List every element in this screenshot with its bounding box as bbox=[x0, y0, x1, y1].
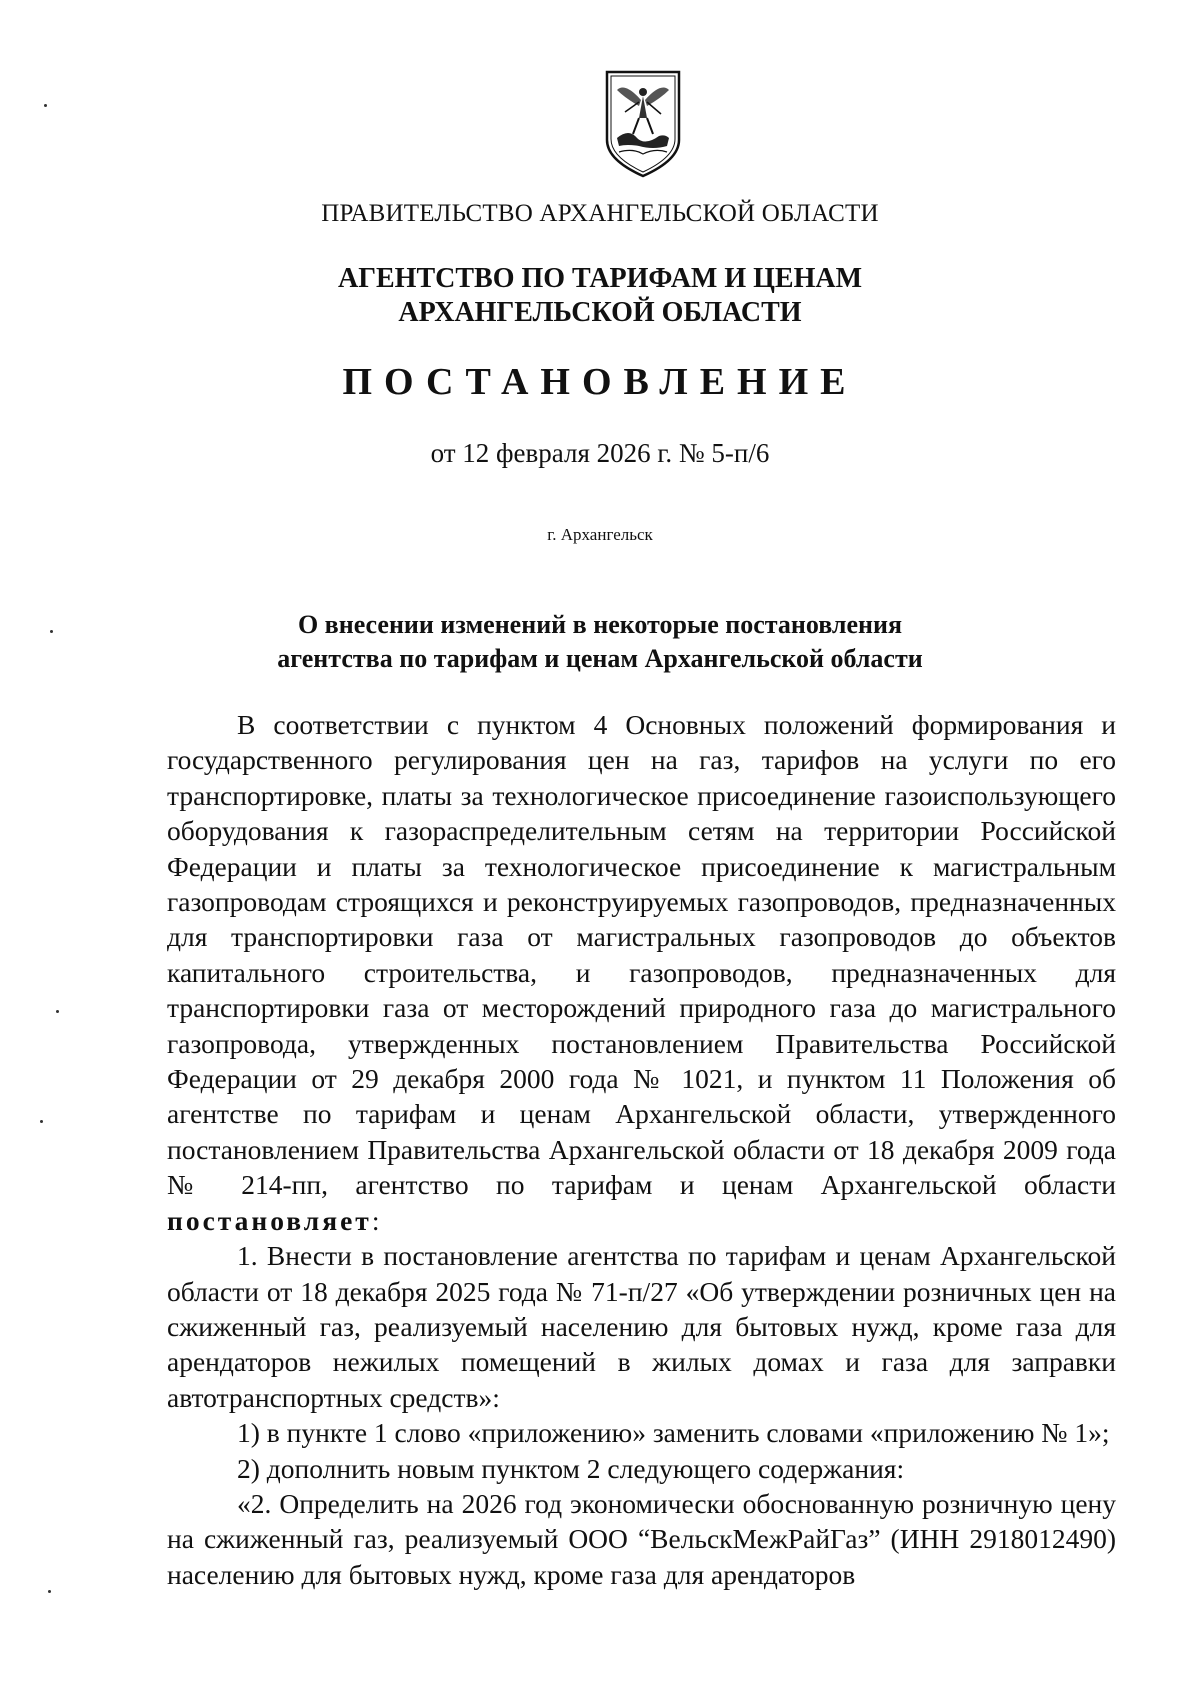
agency-title-line1: АГЕНТСТВО ПО ТАРИФАМ И ЦЕНАМ bbox=[337, 263, 863, 294]
arkhangelsk-coat-of-arms-icon bbox=[603, 68, 683, 180]
paragraph-subitem-1: 1) в пункте 1 слово «приложению» заменить словами «приложению № 1»; bbox=[237, 1417, 1110, 1449]
agency-title bbox=[0, 262, 1200, 330]
scan-speck bbox=[56, 1010, 59, 1013]
subject-line1: О внесении изменений в некоторые постановления bbox=[297, 610, 903, 639]
document-date-number: от 12 февраля 2026 г. № 5-п/6 bbox=[430, 438, 770, 468]
coat-of-arms-emblem bbox=[603, 68, 683, 180]
paragraph-subitem-2: 2) дополнить новым пунктом 2 следующего содержания: bbox=[237, 1452, 905, 1484]
subject-line2: агентства по тарифам и ценам Архангельской области bbox=[277, 644, 923, 673]
document-body bbox=[167, 707, 1116, 1592]
scan-speck bbox=[40, 1120, 43, 1123]
agency-title-line2: АРХАНГЕЛЬСКОЙ ОБЛАСТИ bbox=[398, 297, 802, 328]
scan-speck bbox=[44, 104, 47, 107]
scan-speck bbox=[50, 630, 53, 633]
preamble-text: В соответствии с пунктом 4 Основных положений формирования и государственного регулирования цен на газ, тарифов на услуги по его транспортировке, платы за технологическое присоединение газоиспользующего оборудования к газораспределительным сетям на территории Российской Федерации и платы за технологическое присоединение к магистральным газопроводам строящихся и реконструируемых газопроводов, предназначенных для транспортировки газа от магистральных газопроводов до объектов капитального строительства, и газопроводов, предназначенных для транспортировки газа от месторождений природного газа до магистрального газопровода, утвержденных постановлением Правительства Российской Федерации от 29 декабря 2000 года № 1021, и пунктом 11 Положения об агентстве по тарифам и ценам Архангельской области, утвержденного постановлением Правительства Архангельской области от 18 декабря 2009 года № 214-пп, агентство по тарифам и ценам Архангельской области bbox=[167, 709, 1116, 1201]
government-title: ПРАВИТЕЛЬСТВО АРХАНГЕЛЬСКОЙ ОБЛАСТИ bbox=[321, 200, 879, 227]
scan-speck bbox=[48, 1590, 51, 1593]
decree-word: постановляет bbox=[167, 1204, 372, 1236]
document-subject bbox=[0, 608, 1200, 676]
document-type-heading: ПОСТАНОВЛЕНИЕ bbox=[342, 361, 858, 403]
paragraph-new-point-2: «2. Определить на 2026 год экономически обоснованную розничную цену на сжиженный газ, реализуемый ООО “ВельскМежРайГаз” (ИНН 2918012490) населению для бытовых нужд, кроме газа для арендаторов bbox=[167, 1487, 1116, 1590]
paragraph-item-1: 1. Внести в постановление агентства по тарифам и ценам Архангельской области от 18 декабря 2025 года № 71-п/27 «Об утверждении розничных цен на сжиженный газ, реализуемый населению для бытовых нужд, кроме газа для арендаторов нежилых помещений в жилых домах и газа для заправки автотранспортных средств»: bbox=[167, 1240, 1116, 1413]
paragraph-preamble bbox=[167, 707, 1116, 1238]
document-city: г. Архангельск bbox=[547, 525, 653, 544]
preamble-end: : bbox=[371, 1204, 380, 1236]
